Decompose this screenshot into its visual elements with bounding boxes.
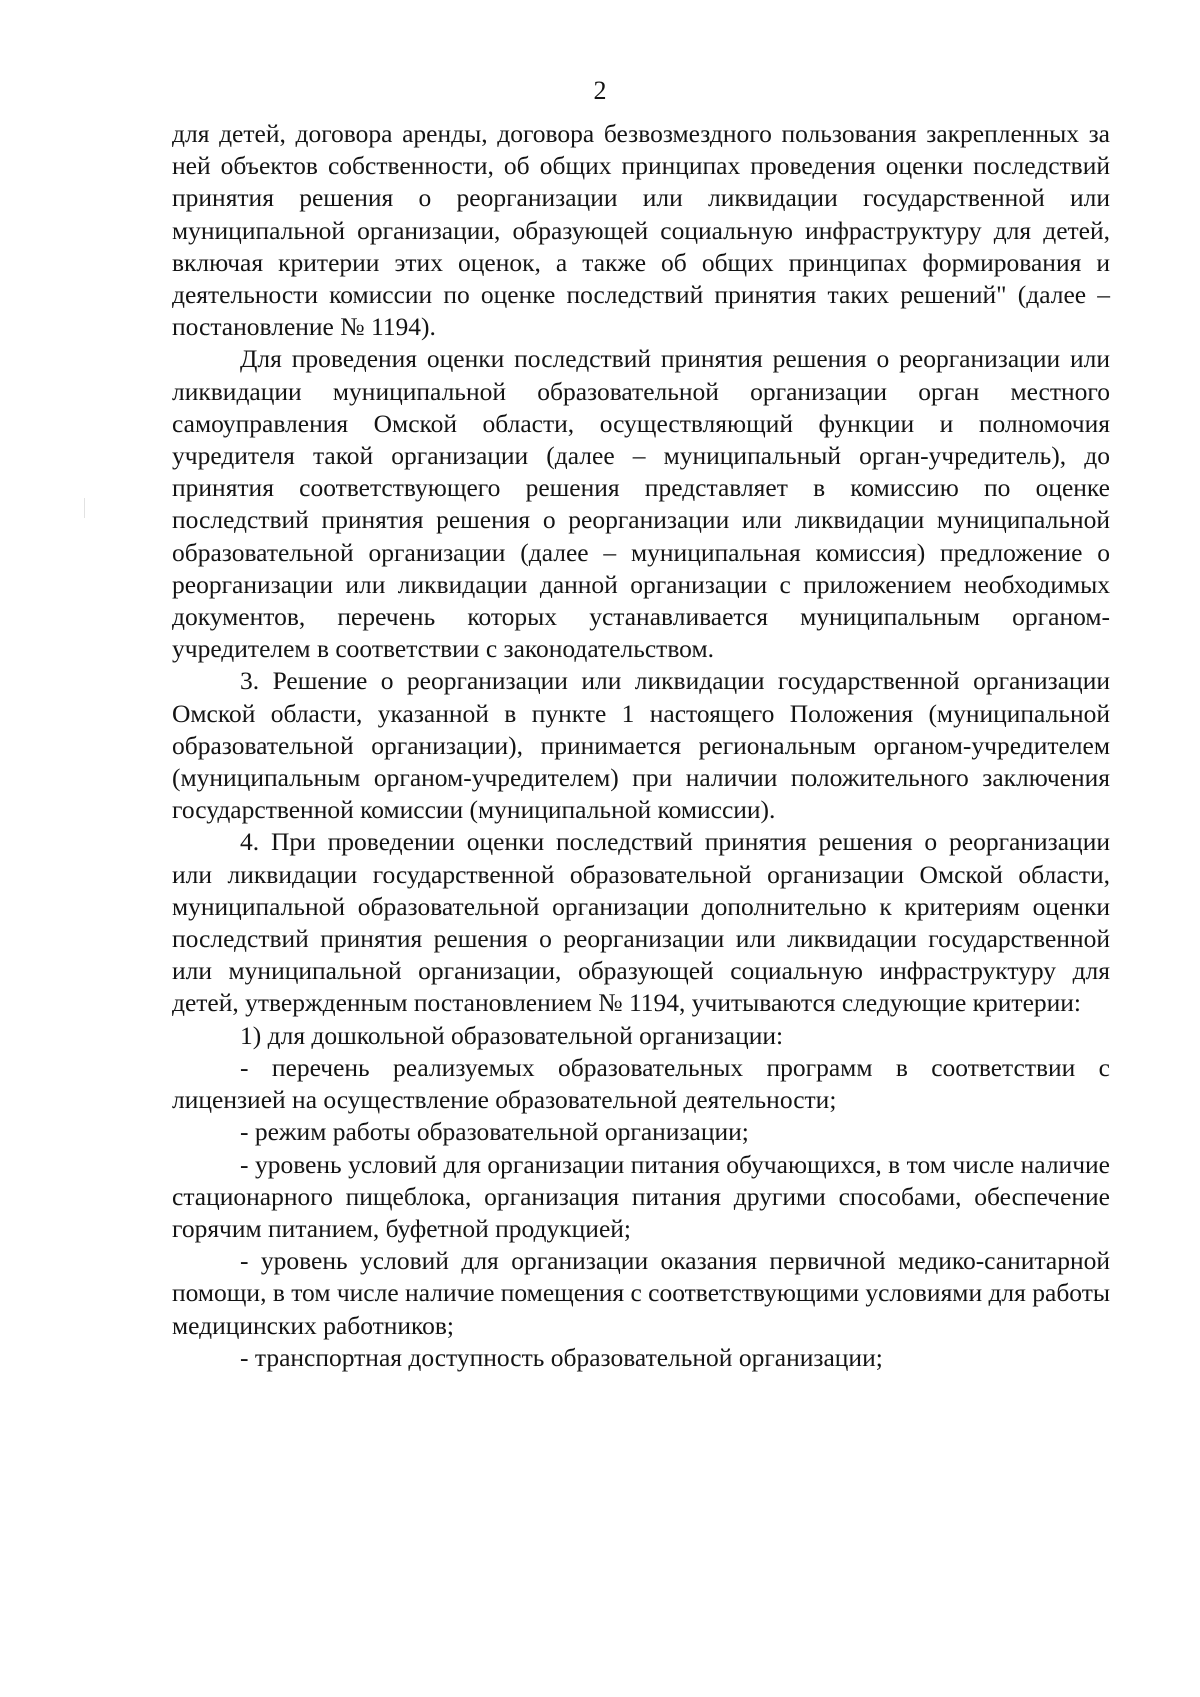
document-body — [172, 118, 1110, 1374]
criterion-medical: - уровень условий для организации оказания первичной медико-санитарной помощи, в том числе наличие помещения с соответствующими условиями для работы медицинских работников; — [172, 1246, 1110, 1340]
paragraph-continuation: для детей, договора аренды, договора безвозмездного пользования закрепленных за ней объектов собственности, об общих принципах проведения оценки последствий принятия решения о реорганизации или ликвидации государственной или муниципальной организации, образующей социальную инфраструктуру для детей, включая критерии этих оценок, а также об общих принципах формирования и деятельности комиссии по оценке последствий принятия таких решений" (далее – постановление № 1194). — [172, 119, 1110, 342]
paragraph-item-3: 3. Решение о реорганизации или ликвидации государственной организации Омской области, указанной в пункте 1 настоящего Положения (муниципальной образовательной организации), принимается региональным органом-учредителем (муниципальным органом-учредителем) при наличии положительного заключения государственной комиссии (муниципальной комиссии). — [172, 666, 1110, 825]
paragraph-item-4: 4. При проведении оценки последствий принятия решения о реорганизации или ликвидации государственной образовательной организации Омской области, муниципальной образовательной организации дополнительно к критериям оценки последствий принятия решения о реорганизации или ликвидации государственной или муниципальной организации, образующей социальную инфраструктуру для детей, утвержденным постановлением № 1194, учитываются следующие критерии: — [172, 827, 1110, 1018]
paragraph-municipal-proposal: Для проведения оценки последствий принятия решения о реорганизации или ликвидации муниципальной образовательной организации орган местного самоуправления Омской области, осуществляющий функции и полномочия учредителя такой организации (далее – муниципальный орган-учредитель), до принятия соответствующего решения представляет в комиссию по оценке последствий принятия решения о реорганизации или ликвидации муниципальной образовательной организации (далее – муниципальная комиссия) предложение о реорганизации или ликвидации данной организации с приложением необходимых документов, перечень которых устанавливается муниципальным органом-учредителем в соответствии с законодательством. — [172, 344, 1110, 664]
criterion-work-mode: - режим работы образовательной организации; — [240, 1117, 749, 1147]
page-number: 2 — [593, 76, 607, 105]
scan-artifact — [84, 498, 85, 518]
criterion-nutrition: - уровень условий для организации питания обучающихся, в том числе наличие стационарного пищеблока, организация питания другими способами, обеспечение горячим питанием, буфетной продукцией; — [172, 1149, 1110, 1243]
criterion-transport: - транспортная доступность образовательной организации; — [240, 1342, 883, 1372]
criterion-programs: - перечень реализуемых образовательных программ в соответствии с лицензией на осуществление образовательной деятельности; — [172, 1052, 1110, 1115]
subitem-preschool: 1) для дошкольной образовательной организации: — [240, 1020, 784, 1050]
